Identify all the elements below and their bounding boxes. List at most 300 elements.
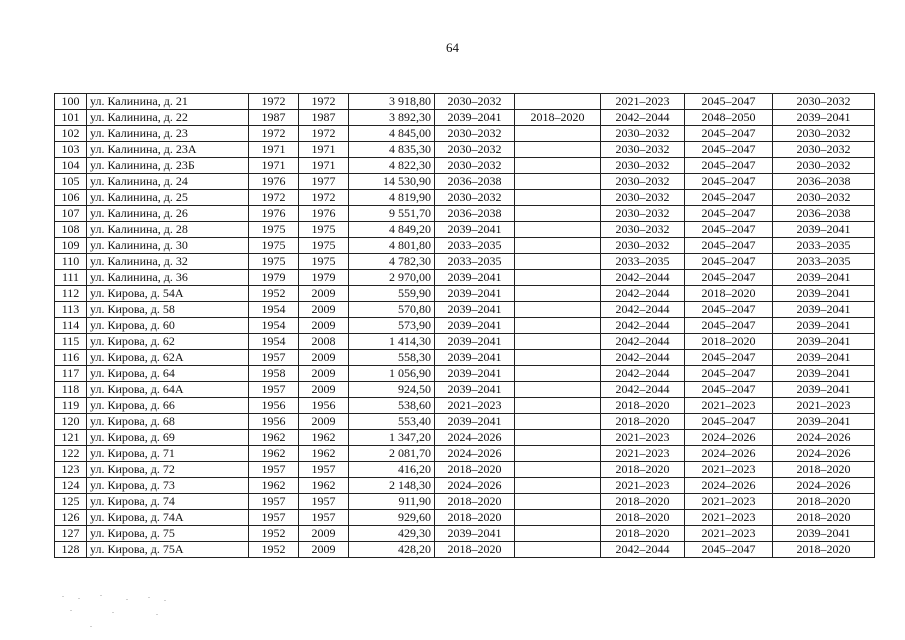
period-5-cell: 2033–2035 bbox=[773, 254, 875, 270]
address-cell: ул. Калинина, д. 24 bbox=[87, 174, 249, 190]
year-built-cell: 1979 bbox=[249, 270, 299, 286]
year-commissioned-cell: 1962 bbox=[299, 430, 349, 446]
table-row bbox=[55, 462, 875, 478]
row-number: 122 bbox=[55, 446, 87, 462]
period-4-cell: 2018–2020 bbox=[685, 334, 773, 350]
period-2-cell bbox=[515, 398, 601, 414]
year-commissioned-cell: 2009 bbox=[299, 302, 349, 318]
address-cell: ул. Кирова, д. 69 bbox=[87, 430, 249, 446]
year-commissioned-cell: 1962 bbox=[299, 446, 349, 462]
period-2-cell bbox=[515, 382, 601, 398]
period-5-cell: 2039–2041 bbox=[773, 302, 875, 318]
area-cell: 4 801,80 bbox=[349, 238, 435, 254]
period-4-cell: 2045–2047 bbox=[685, 382, 773, 398]
period-1-cell: 2039–2041 bbox=[435, 302, 515, 318]
address-cell: ул. Калинина, д. 23А bbox=[87, 142, 249, 158]
address-cell: ул. Калинина, д. 23Б bbox=[87, 158, 249, 174]
area-cell: 4 845,00 bbox=[349, 126, 435, 142]
area-cell: 570,80 bbox=[349, 302, 435, 318]
period-3-cell: 2030–2032 bbox=[601, 142, 685, 158]
period-5-cell: 2030–2032 bbox=[773, 158, 875, 174]
period-3-cell: 2042–2044 bbox=[601, 286, 685, 302]
area-cell: 4 835,30 bbox=[349, 142, 435, 158]
address-cell: ул. Калинина, д. 23 bbox=[87, 126, 249, 142]
table-row bbox=[55, 222, 875, 238]
period-1-cell: 2039–2041 bbox=[435, 110, 515, 126]
row-number: 124 bbox=[55, 478, 87, 494]
address-cell: ул. Калинина, д. 36 bbox=[87, 270, 249, 286]
scan-noise bbox=[60, 592, 180, 632]
period-2-cell bbox=[515, 190, 601, 206]
period-2-cell bbox=[515, 286, 601, 302]
row-number: 112 bbox=[55, 286, 87, 302]
period-1-cell: 2024–2026 bbox=[435, 446, 515, 462]
table-row bbox=[55, 430, 875, 446]
period-5-cell: 2030–2032 bbox=[773, 94, 875, 110]
year-commissioned-cell: 2008 bbox=[299, 334, 349, 350]
period-1-cell: 2039–2041 bbox=[435, 350, 515, 366]
row-number: 113 bbox=[55, 302, 87, 318]
period-1-cell: 2039–2041 bbox=[435, 334, 515, 350]
period-3-cell: 2018–2020 bbox=[601, 414, 685, 430]
address-cell: ул. Калинина, д. 28 bbox=[87, 222, 249, 238]
period-2-cell bbox=[515, 270, 601, 286]
period-5-cell: 2021–2023 bbox=[773, 398, 875, 414]
period-5-cell: 2039–2041 bbox=[773, 414, 875, 430]
period-1-cell: 2030–2032 bbox=[435, 190, 515, 206]
area-cell: 3 892,30 bbox=[349, 110, 435, 126]
table-row bbox=[55, 542, 875, 558]
address-cell: ул. Кирова, д. 54А bbox=[87, 286, 249, 302]
period-4-cell: 2045–2047 bbox=[685, 270, 773, 286]
period-2-cell bbox=[515, 478, 601, 494]
period-4-cell: 2045–2047 bbox=[685, 318, 773, 334]
year-built-cell: 1952 bbox=[249, 286, 299, 302]
year-commissioned-cell: 1956 bbox=[299, 398, 349, 414]
period-5-cell: 2039–2041 bbox=[773, 350, 875, 366]
year-built-cell: 1952 bbox=[249, 542, 299, 558]
table-body bbox=[55, 94, 875, 558]
row-number: 107 bbox=[55, 206, 87, 222]
period-2-cell bbox=[515, 158, 601, 174]
period-5-cell: 2036–2038 bbox=[773, 206, 875, 222]
address-cell: ул. Калинина, д. 26 bbox=[87, 206, 249, 222]
period-2-cell bbox=[515, 254, 601, 270]
period-1-cell: 2036–2038 bbox=[435, 206, 515, 222]
area-cell: 4 849,20 bbox=[349, 222, 435, 238]
area-cell: 428,20 bbox=[349, 542, 435, 558]
row-number: 102 bbox=[55, 126, 87, 142]
year-commissioned-cell: 1972 bbox=[299, 190, 349, 206]
period-5-cell: 2039–2041 bbox=[773, 286, 875, 302]
period-2-cell bbox=[515, 94, 601, 110]
row-number: 119 bbox=[55, 398, 87, 414]
year-built-cell: 1975 bbox=[249, 238, 299, 254]
row-number: 125 bbox=[55, 494, 87, 510]
period-4-cell: 2045–2047 bbox=[685, 206, 773, 222]
table-row bbox=[55, 270, 875, 286]
period-1-cell: 2030–2032 bbox=[435, 158, 515, 174]
row-number: 105 bbox=[55, 174, 87, 190]
year-commissioned-cell: 2009 bbox=[299, 542, 349, 558]
period-2-cell bbox=[515, 318, 601, 334]
row-number: 121 bbox=[55, 430, 87, 446]
area-cell: 4 822,30 bbox=[349, 158, 435, 174]
table-row bbox=[55, 110, 875, 126]
period-3-cell: 2021–2023 bbox=[601, 446, 685, 462]
year-built-cell: 1975 bbox=[249, 222, 299, 238]
year-commissioned-cell: 2009 bbox=[299, 286, 349, 302]
area-cell: 538,60 bbox=[349, 398, 435, 414]
period-5-cell: 2039–2041 bbox=[773, 270, 875, 286]
table-row bbox=[55, 286, 875, 302]
address-cell: ул. Кирова, д. 68 bbox=[87, 414, 249, 430]
period-3-cell: 2042–2044 bbox=[601, 270, 685, 286]
table-row bbox=[55, 382, 875, 398]
year-built-cell: 1962 bbox=[249, 446, 299, 462]
address-cell: ул. Кирова, д. 75 bbox=[87, 526, 249, 542]
address-cell: ул. Калинина, д. 21 bbox=[87, 94, 249, 110]
period-2-cell bbox=[515, 174, 601, 190]
address-cell: ул. Кирова, д. 62А bbox=[87, 350, 249, 366]
year-commissioned-cell: 1957 bbox=[299, 494, 349, 510]
area-cell: 2 970,00 bbox=[349, 270, 435, 286]
table-row bbox=[55, 190, 875, 206]
address-cell: ул. Кирова, д. 72 bbox=[87, 462, 249, 478]
period-5-cell: 2039–2041 bbox=[773, 318, 875, 334]
period-4-cell: 2045–2047 bbox=[685, 94, 773, 110]
period-2-cell bbox=[515, 462, 601, 478]
period-1-cell: 2018–2020 bbox=[435, 462, 515, 478]
period-3-cell: 2042–2044 bbox=[601, 366, 685, 382]
period-3-cell: 2042–2044 bbox=[601, 382, 685, 398]
address-cell: ул. Кирова, д. 64 bbox=[87, 366, 249, 382]
area-cell: 429,30 bbox=[349, 526, 435, 542]
period-4-cell: 2045–2047 bbox=[685, 350, 773, 366]
period-1-cell: 2039–2041 bbox=[435, 318, 515, 334]
period-3-cell: 2018–2020 bbox=[601, 510, 685, 526]
table-row bbox=[55, 158, 875, 174]
period-4-cell: 2048–2050 bbox=[685, 110, 773, 126]
period-3-cell: 2042–2044 bbox=[601, 318, 685, 334]
period-4-cell: 2045–2047 bbox=[685, 142, 773, 158]
year-commissioned-cell: 2009 bbox=[299, 382, 349, 398]
year-built-cell: 1954 bbox=[249, 302, 299, 318]
year-commissioned-cell: 2009 bbox=[299, 318, 349, 334]
period-5-cell: 2036–2038 bbox=[773, 174, 875, 190]
area-cell: 9 551,70 bbox=[349, 206, 435, 222]
period-1-cell: 2039–2041 bbox=[435, 414, 515, 430]
address-cell: ул. Кирова, д. 66 bbox=[87, 398, 249, 414]
period-4-cell: 2045–2047 bbox=[685, 414, 773, 430]
row-number: 108 bbox=[55, 222, 87, 238]
year-built-cell: 1958 bbox=[249, 366, 299, 382]
year-commissioned-cell: 1976 bbox=[299, 206, 349, 222]
period-3-cell: 2030–2032 bbox=[601, 238, 685, 254]
year-commissioned-cell: 1962 bbox=[299, 478, 349, 494]
year-built-cell: 1972 bbox=[249, 126, 299, 142]
period-1-cell: 2030–2032 bbox=[435, 94, 515, 110]
row-number: 116 bbox=[55, 350, 87, 366]
period-3-cell: 2033–2035 bbox=[601, 254, 685, 270]
period-3-cell: 2030–2032 bbox=[601, 222, 685, 238]
period-4-cell: 2021–2023 bbox=[685, 510, 773, 526]
period-5-cell: 2039–2041 bbox=[773, 222, 875, 238]
period-3-cell: 2042–2044 bbox=[601, 110, 685, 126]
area-cell: 4 782,30 bbox=[349, 254, 435, 270]
row-number: 123 bbox=[55, 462, 87, 478]
year-commissioned-cell: 1957 bbox=[299, 462, 349, 478]
year-built-cell: 1976 bbox=[249, 174, 299, 190]
period-5-cell: 2039–2041 bbox=[773, 366, 875, 382]
year-commissioned-cell: 1957 bbox=[299, 510, 349, 526]
row-number: 111 bbox=[55, 270, 87, 286]
address-cell: ул. Калинина, д. 30 bbox=[87, 238, 249, 254]
period-3-cell: 2030–2032 bbox=[601, 206, 685, 222]
year-built-cell: 1976 bbox=[249, 206, 299, 222]
table-row bbox=[55, 126, 875, 142]
period-4-cell: 2024–2026 bbox=[685, 430, 773, 446]
year-commissioned-cell: 2009 bbox=[299, 526, 349, 542]
period-2-cell: 2018–2020 bbox=[515, 110, 601, 126]
row-number: 101 bbox=[55, 110, 87, 126]
period-3-cell: 2042–2044 bbox=[601, 302, 685, 318]
row-number: 104 bbox=[55, 158, 87, 174]
period-3-cell: 2042–2044 bbox=[601, 350, 685, 366]
table-row bbox=[55, 254, 875, 270]
address-cell: ул. Кирова, д. 73 bbox=[87, 478, 249, 494]
period-1-cell: 2039–2041 bbox=[435, 222, 515, 238]
period-5-cell: 2030–2032 bbox=[773, 126, 875, 142]
period-5-cell: 2039–2041 bbox=[773, 526, 875, 542]
row-number: 128 bbox=[55, 542, 87, 558]
period-1-cell: 2018–2020 bbox=[435, 542, 515, 558]
area-cell: 1 347,20 bbox=[349, 430, 435, 446]
year-commissioned-cell: 1972 bbox=[299, 94, 349, 110]
table-row bbox=[55, 174, 875, 190]
year-commissioned-cell: 1987 bbox=[299, 110, 349, 126]
table-row bbox=[55, 302, 875, 318]
period-2-cell bbox=[515, 526, 601, 542]
address-cell: ул. Калинина, д. 32 bbox=[87, 254, 249, 270]
period-2-cell bbox=[515, 494, 601, 510]
table-row bbox=[55, 366, 875, 382]
period-5-cell: 2024–2026 bbox=[773, 430, 875, 446]
area-cell: 416,20 bbox=[349, 462, 435, 478]
period-5-cell: 2024–2026 bbox=[773, 446, 875, 462]
period-1-cell: 2039–2041 bbox=[435, 366, 515, 382]
period-2-cell bbox=[515, 366, 601, 382]
period-2-cell bbox=[515, 142, 601, 158]
period-1-cell: 2024–2026 bbox=[435, 430, 515, 446]
period-3-cell: 2021–2023 bbox=[601, 478, 685, 494]
row-number: 100 bbox=[55, 94, 87, 110]
area-cell: 553,40 bbox=[349, 414, 435, 430]
year-built-cell: 1956 bbox=[249, 398, 299, 414]
table-row bbox=[55, 446, 875, 462]
row-number: 118 bbox=[55, 382, 87, 398]
table-row bbox=[55, 510, 875, 526]
period-4-cell: 2024–2026 bbox=[685, 478, 773, 494]
area-cell: 911,90 bbox=[349, 494, 435, 510]
area-cell: 929,60 bbox=[349, 510, 435, 526]
table-row bbox=[55, 206, 875, 222]
year-built-cell: 1952 bbox=[249, 526, 299, 542]
table-row bbox=[55, 350, 875, 366]
year-built-cell: 1972 bbox=[249, 190, 299, 206]
period-1-cell: 2021–2023 bbox=[435, 398, 515, 414]
period-5-cell: 2039–2041 bbox=[773, 334, 875, 350]
period-1-cell: 2024–2026 bbox=[435, 478, 515, 494]
period-4-cell: 2045–2047 bbox=[685, 366, 773, 382]
period-5-cell: 2039–2041 bbox=[773, 382, 875, 398]
year-built-cell: 1954 bbox=[249, 318, 299, 334]
year-commissioned-cell: 2009 bbox=[299, 366, 349, 382]
year-built-cell: 1954 bbox=[249, 334, 299, 350]
address-cell: ул. Кирова, д. 58 bbox=[87, 302, 249, 318]
period-2-cell bbox=[515, 238, 601, 254]
period-4-cell: 2045–2047 bbox=[685, 542, 773, 558]
housing-register-table bbox=[54, 93, 875, 558]
address-cell: ул. Кирова, д. 74А bbox=[87, 510, 249, 526]
period-3-cell: 2030–2032 bbox=[601, 158, 685, 174]
period-5-cell: 2033–2035 bbox=[773, 238, 875, 254]
period-5-cell: 2030–2032 bbox=[773, 142, 875, 158]
period-1-cell: 2033–2035 bbox=[435, 238, 515, 254]
area-cell: 2 148,30 bbox=[349, 478, 435, 494]
period-5-cell: 2018–2020 bbox=[773, 542, 875, 558]
period-1-cell: 2033–2035 bbox=[435, 254, 515, 270]
period-3-cell: 2018–2020 bbox=[601, 494, 685, 510]
address-cell: ул. Кирова, д. 62 bbox=[87, 334, 249, 350]
period-4-cell: 2045–2047 bbox=[685, 126, 773, 142]
row-number: 117 bbox=[55, 366, 87, 382]
period-3-cell: 2021–2023 bbox=[601, 430, 685, 446]
table-row bbox=[55, 526, 875, 542]
period-1-cell: 2039–2041 bbox=[435, 526, 515, 542]
period-2-cell bbox=[515, 510, 601, 526]
year-commissioned-cell: 1975 bbox=[299, 238, 349, 254]
year-commissioned-cell: 2009 bbox=[299, 350, 349, 366]
row-number: 110 bbox=[55, 254, 87, 270]
address-cell: ул. Кирова, д. 74 bbox=[87, 494, 249, 510]
year-built-cell: 1957 bbox=[249, 350, 299, 366]
row-number: 103 bbox=[55, 142, 87, 158]
period-4-cell: 2045–2047 bbox=[685, 174, 773, 190]
period-4-cell: 2045–2047 bbox=[685, 238, 773, 254]
area-cell: 573,90 bbox=[349, 318, 435, 334]
year-commissioned-cell: 1979 bbox=[299, 270, 349, 286]
period-4-cell: 2045–2047 bbox=[685, 158, 773, 174]
period-1-cell: 2030–2032 bbox=[435, 142, 515, 158]
year-built-cell: 1957 bbox=[249, 382, 299, 398]
area-cell: 1 056,90 bbox=[349, 366, 435, 382]
period-3-cell: 2018–2020 bbox=[601, 398, 685, 414]
table-row bbox=[55, 398, 875, 414]
year-built-cell: 1975 bbox=[249, 254, 299, 270]
year-commissioned-cell: 1975 bbox=[299, 254, 349, 270]
period-3-cell: 2030–2032 bbox=[601, 190, 685, 206]
period-4-cell: 2045–2047 bbox=[685, 302, 773, 318]
table-row bbox=[55, 494, 875, 510]
table-row bbox=[55, 334, 875, 350]
page-number: 64 bbox=[446, 40, 459, 55]
year-built-cell: 1972 bbox=[249, 94, 299, 110]
period-4-cell: 2045–2047 bbox=[685, 222, 773, 238]
period-4-cell: 2018–2020 bbox=[685, 286, 773, 302]
address-cell: ул. Кирова, д. 64А bbox=[87, 382, 249, 398]
period-2-cell bbox=[515, 222, 601, 238]
period-5-cell: 2018–2020 bbox=[773, 510, 875, 526]
period-2-cell bbox=[515, 206, 601, 222]
period-3-cell: 2042–2044 bbox=[601, 334, 685, 350]
area-cell: 924,50 bbox=[349, 382, 435, 398]
period-1-cell: 2039–2041 bbox=[435, 382, 515, 398]
period-2-cell bbox=[515, 430, 601, 446]
period-2-cell bbox=[515, 334, 601, 350]
row-number: 115 bbox=[55, 334, 87, 350]
area-cell: 14 530,90 bbox=[349, 174, 435, 190]
period-4-cell: 2045–2047 bbox=[685, 254, 773, 270]
year-commissioned-cell: 1971 bbox=[299, 158, 349, 174]
address-cell: ул. Кирова, д. 60 bbox=[87, 318, 249, 334]
table-row bbox=[55, 238, 875, 254]
row-number: 109 bbox=[55, 238, 87, 254]
period-1-cell: 2039–2041 bbox=[435, 286, 515, 302]
row-number: 127 bbox=[55, 526, 87, 542]
period-3-cell: 2030–2032 bbox=[601, 174, 685, 190]
period-5-cell: 2039–2041 bbox=[773, 110, 875, 126]
table-row bbox=[55, 478, 875, 494]
period-5-cell: 2024–2026 bbox=[773, 478, 875, 494]
year-commissioned-cell: 1972 bbox=[299, 126, 349, 142]
area-cell: 2 081,70 bbox=[349, 446, 435, 462]
year-built-cell: 1962 bbox=[249, 478, 299, 494]
address-cell: ул. Калинина, д. 22 bbox=[87, 110, 249, 126]
row-number: 106 bbox=[55, 190, 87, 206]
period-5-cell: 2018–2020 bbox=[773, 462, 875, 478]
year-commissioned-cell: 1975 bbox=[299, 222, 349, 238]
period-2-cell bbox=[515, 446, 601, 462]
period-2-cell bbox=[515, 542, 601, 558]
area-cell: 3 918,80 bbox=[349, 94, 435, 110]
row-number: 114 bbox=[55, 318, 87, 334]
row-number: 126 bbox=[55, 510, 87, 526]
period-3-cell: 2018–2020 bbox=[601, 462, 685, 478]
area-cell: 4 819,90 bbox=[349, 190, 435, 206]
year-built-cell: 1957 bbox=[249, 510, 299, 526]
period-3-cell: 2030–2032 bbox=[601, 126, 685, 142]
period-2-cell bbox=[515, 350, 601, 366]
table-row bbox=[55, 414, 875, 430]
period-1-cell: 2030–2032 bbox=[435, 126, 515, 142]
year-commissioned-cell: 1977 bbox=[299, 174, 349, 190]
year-built-cell: 1957 bbox=[249, 462, 299, 478]
period-1-cell: 2036–2038 bbox=[435, 174, 515, 190]
period-2-cell bbox=[515, 126, 601, 142]
row-number: 120 bbox=[55, 414, 87, 430]
period-3-cell: 2042–2044 bbox=[601, 542, 685, 558]
period-4-cell: 2021–2023 bbox=[685, 494, 773, 510]
period-2-cell bbox=[515, 414, 601, 430]
period-4-cell: 2024–2026 bbox=[685, 446, 773, 462]
address-cell: ул. Кирова, д. 71 bbox=[87, 446, 249, 462]
address-cell: ул. Кирова, д. 75А bbox=[87, 542, 249, 558]
period-1-cell: 2039–2041 bbox=[435, 270, 515, 286]
year-built-cell: 1962 bbox=[249, 430, 299, 446]
area-cell: 559,90 bbox=[349, 286, 435, 302]
period-2-cell bbox=[515, 302, 601, 318]
